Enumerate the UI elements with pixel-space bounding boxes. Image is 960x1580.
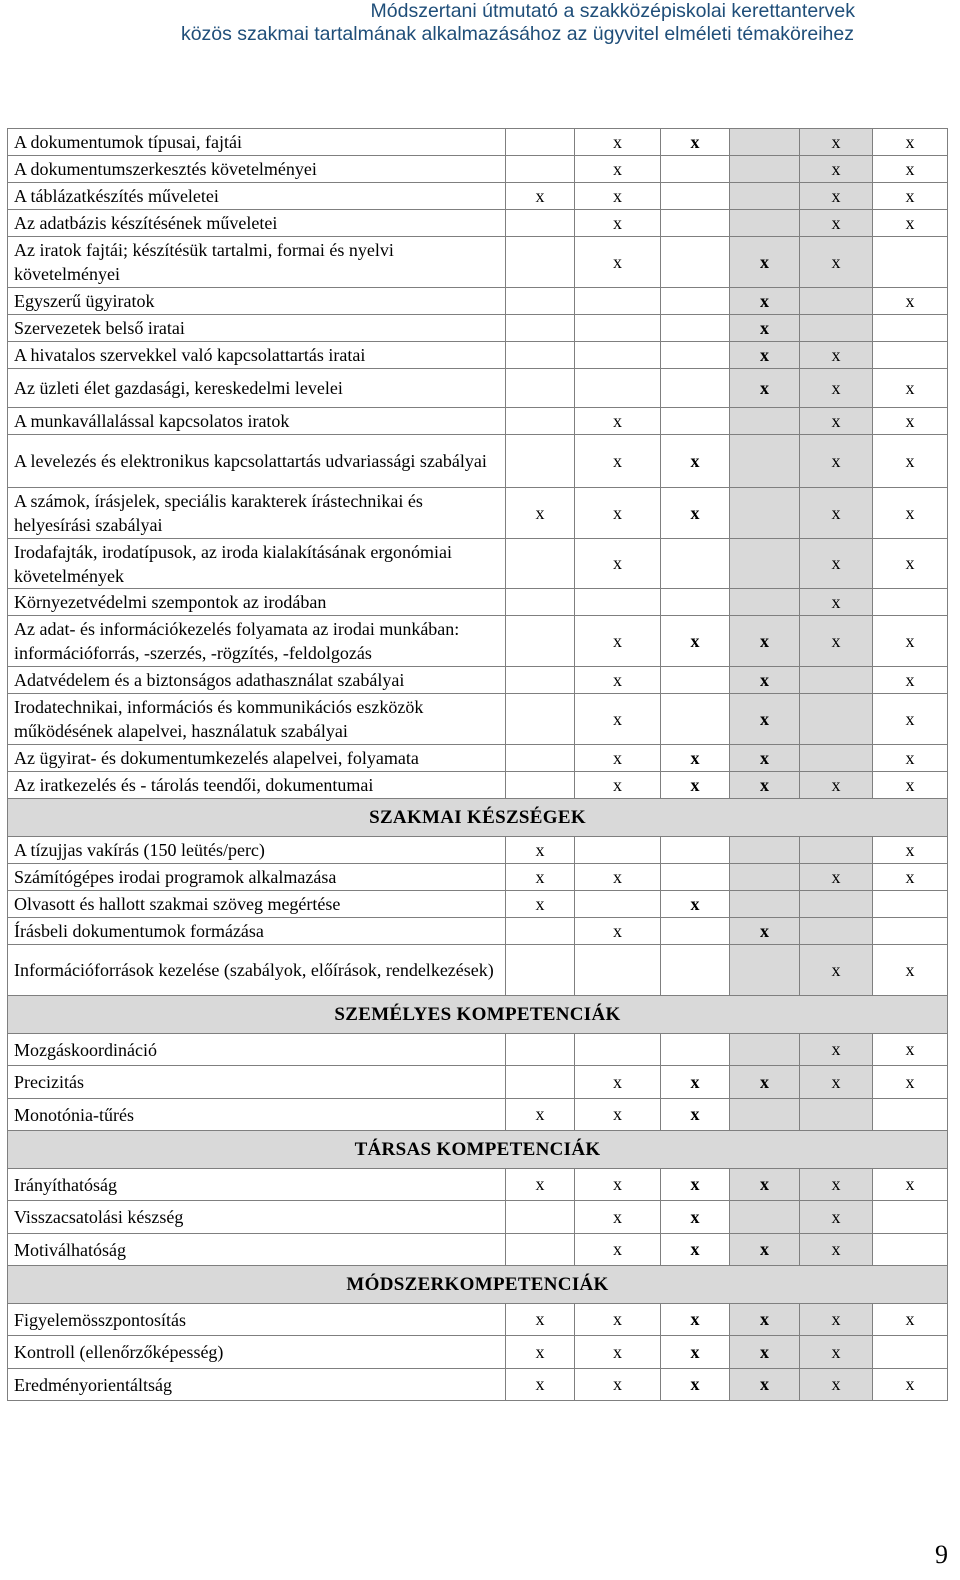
section-header-row [8,799,948,837]
row-label: A levelezés és elektronikus kapcsolattartás udvariassági szabályai [8,435,506,488]
mark-cell [800,891,873,918]
mark-cell [506,288,575,315]
row-label: Olvasott és hallott szakmai szöveg megértése [8,891,506,918]
table-row [8,156,948,183]
mark-cell [730,183,800,210]
mark-cell [506,315,575,342]
mark-cell: x [575,210,661,237]
mark-cell: x [506,864,575,891]
mark-cell: x [873,156,948,183]
mark-cell [661,183,730,210]
section-title: MÓDSZERKOMPETENCIÁK [8,1266,948,1304]
mark-cell [661,237,730,288]
mark-cell: x [575,864,661,891]
table-row [8,129,948,156]
mark-cell: x [873,408,948,435]
mark-cell [730,488,800,539]
row-label: A hivatalos szervekkel való kapcsolattartás iratai [8,342,506,369]
mark-cell [800,745,873,772]
table-row [8,210,948,237]
mark-cell: x [661,891,730,918]
mark-cell: x [575,435,661,488]
mark-cell: x [800,1304,873,1336]
mark-cell: x [661,1201,730,1234]
header-line-1: Módszertani útmutató a szakközépiskolai kerettantervek [370,0,855,22]
table-row [8,745,948,772]
table-row [8,772,948,799]
row-label: Monotónia-tűrés [8,1099,506,1131]
section-header-row [8,1131,948,1169]
competency-matrix-table [7,128,948,1401]
mark-cell: x [873,539,948,589]
mark-cell [800,315,873,342]
table-row [8,1034,948,1066]
mark-cell: x [800,945,873,996]
row-label: Irodatechnikai, információs és kommunikációs eszközök működésének alapelvei, használatuk szabályai [8,694,506,745]
table-row [8,667,948,694]
mark-cell [873,1201,948,1234]
table-row [8,616,948,667]
mark-cell [506,616,575,667]
mark-cell [661,918,730,945]
mark-cell [800,837,873,864]
mark-cell: x [730,1304,800,1336]
mark-cell [873,315,948,342]
mark-cell [730,891,800,918]
mark-cell: x [506,183,575,210]
mark-cell [661,864,730,891]
mark-cell: x [873,210,948,237]
mark-cell: x [800,616,873,667]
mark-cell: x [873,488,948,539]
row-label: A dokumentumok típusai, fajtái [8,129,506,156]
table-row [8,183,948,210]
mark-cell [575,891,661,918]
row-label: Adatvédelem és a biztonságos adathasználat szabályai [8,667,506,694]
mark-cell [506,129,575,156]
mark-cell: x [873,435,948,488]
mark-cell: x [661,1369,730,1401]
table-row [8,315,948,342]
table-row [8,694,948,745]
mark-cell: x [800,539,873,589]
mark-cell: x [575,616,661,667]
mark-cell [730,539,800,589]
mark-cell [873,918,948,945]
mark-cell [730,210,800,237]
mark-cell: x [730,369,800,408]
mark-cell: x [575,237,661,288]
mark-cell [575,1034,661,1066]
mark-cell [730,129,800,156]
row-label: A táblázatkészítés műveletei [8,183,506,210]
mark-cell: x [661,1234,730,1266]
mark-cell [661,156,730,183]
row-label: Precizitás [8,1066,506,1099]
mark-cell [506,945,575,996]
mark-cell [506,408,575,435]
mark-cell: x [873,1304,948,1336]
mark-cell: x [800,210,873,237]
mark-cell [730,408,800,435]
row-label: Az adatbázis készítésének műveletei [8,210,506,237]
mark-cell: x [506,1169,575,1201]
mark-cell: x [730,667,800,694]
row-label: Az iratkezelés és - tárolás teendői, dokumentumai [8,772,506,799]
mark-cell: x [873,1169,948,1201]
mark-cell [506,1201,575,1234]
section-title: SZEMÉLYES KOMPETENCIÁK [8,996,948,1034]
mark-cell [730,1201,800,1234]
mark-cell [873,237,948,288]
mark-cell: x [575,156,661,183]
mark-cell: x [575,1099,661,1131]
row-label: Írásbeli dokumentumok formázása [8,918,506,945]
mark-cell: x [575,488,661,539]
table-row [8,1099,948,1131]
mark-cell: x [873,369,948,408]
row-label: Az üzleti élet gazdasági, kereskedelmi levelei [8,369,506,408]
mark-cell [506,1234,575,1266]
mark-cell [873,342,948,369]
section-header-row [8,1266,948,1304]
mark-cell: x [800,129,873,156]
mark-cell [506,918,575,945]
mark-cell: x [873,183,948,210]
mark-cell [873,1099,948,1131]
mark-cell: x [730,745,800,772]
mark-cell [506,1066,575,1099]
mark-cell [800,667,873,694]
mark-cell [575,945,661,996]
mark-cell: x [730,288,800,315]
mark-cell [661,342,730,369]
mark-cell [506,772,575,799]
mark-cell [506,342,575,369]
mark-cell [506,210,575,237]
mark-cell [506,694,575,745]
mark-cell: x [800,1034,873,1066]
table-row [8,408,948,435]
header-line-2: közös szakmai tartalmának alkalmazásához az ügyvitel elméleti témaköreihez [180,23,854,45]
mark-cell: x [575,1369,661,1401]
mark-cell: x [800,1234,873,1266]
mark-cell: x [575,667,661,694]
mark-cell [661,1034,730,1066]
table-row [8,589,948,616]
mark-cell: x [575,1169,661,1201]
mark-cell [661,315,730,342]
table-row [8,288,948,315]
mark-cell [730,435,800,488]
mark-cell: x [800,772,873,799]
table-row [8,918,948,945]
mark-cell [575,369,661,408]
row-label: Motiválhatóság [8,1234,506,1266]
mark-cell: x [800,183,873,210]
table-row [8,369,948,408]
mark-cell: x [730,237,800,288]
mark-cell [661,408,730,435]
mark-cell: x [506,837,575,864]
mark-cell [506,589,575,616]
table-row [8,237,948,288]
mark-cell [873,891,948,918]
mark-cell: x [506,1369,575,1401]
mark-cell [506,539,575,589]
mark-cell: x [873,1369,948,1401]
mark-cell: x [800,408,873,435]
mark-cell [730,1099,800,1131]
table-row [8,891,948,918]
row-label: Eredményorientáltság [8,1369,506,1401]
mark-cell: x [506,488,575,539]
mark-cell: x [873,1066,948,1099]
section-title: SZAKMAI KÉSZSÉGEK [8,799,948,837]
mark-cell: x [873,694,948,745]
mark-cell [575,589,661,616]
mark-cell: x [661,616,730,667]
row-label: Az ügyirat- és dokumentumkezelés alapelvei, folyamata [8,745,506,772]
mark-cell: x [575,183,661,210]
row-label: Irányíthatóság [8,1169,506,1201]
mark-cell: x [730,1234,800,1266]
mark-cell [800,694,873,745]
mark-cell: x [873,837,948,864]
mark-cell [661,539,730,589]
row-label: A munkavállalással kapcsolatos iratok [8,408,506,435]
mark-cell [575,315,661,342]
mark-cell [661,694,730,745]
mark-cell [730,945,800,996]
row-label: Figyelemösszpontosítás [8,1304,506,1336]
table-row [8,1336,948,1369]
table-row [8,1304,948,1336]
mark-cell: x [661,772,730,799]
mark-cell: x [661,488,730,539]
row-label: Információforrások kezelése (szabályok, előírások, rendelkezések) [8,945,506,996]
mark-cell: x [575,1336,661,1369]
page-number: 9 [935,1540,948,1569]
mark-cell: x [800,435,873,488]
mark-cell: x [800,1169,873,1201]
mark-cell: x [730,342,800,369]
mark-cell [506,369,575,408]
mark-cell [575,288,661,315]
mark-cell: x [873,1034,948,1066]
mark-cell [661,667,730,694]
row-label: Az iratok fajtái; készítésük tartalmi, formai és nyelvi követelményei [8,237,506,288]
mark-cell [506,237,575,288]
row-label: Kontroll (ellenőrzőképesség) [8,1336,506,1369]
mark-cell: x [575,539,661,589]
mark-cell: x [506,1336,575,1369]
mark-cell: x [661,129,730,156]
mark-cell [575,837,661,864]
table-row [8,864,948,891]
mark-cell [800,918,873,945]
table-row [8,539,948,589]
table-row [8,1169,948,1201]
mark-cell: x [873,129,948,156]
mark-cell [506,435,575,488]
mark-cell [506,1034,575,1066]
mark-cell: x [800,488,873,539]
mark-cell: x [873,772,948,799]
mark-cell [661,589,730,616]
mark-cell: x [730,1169,800,1201]
row-label: Irodafajták, irodatípusok, az iroda kialakításának ergonómiai követelmények [8,539,506,589]
mark-cell [506,745,575,772]
row-label: Környezetvédelmi szempontok az irodában [8,589,506,616]
mark-cell: x [730,315,800,342]
mark-cell: x [800,156,873,183]
mark-cell: x [506,1099,575,1131]
mark-cell [873,1336,948,1369]
row-label: A dokumentumszerkesztés követelményei [8,156,506,183]
mark-cell [506,667,575,694]
row-label: Visszacsatolási készség [8,1201,506,1234]
mark-cell [730,837,800,864]
table-row [8,1234,948,1266]
table-row [8,837,948,864]
mark-cell: x [873,745,948,772]
mark-cell: x [575,129,661,156]
mark-cell: x [800,1066,873,1099]
table-row [8,1066,948,1099]
mark-cell: x [506,891,575,918]
mark-cell: x [575,1234,661,1266]
mark-cell: x [800,369,873,408]
table-row [8,435,948,488]
mark-cell: x [575,918,661,945]
mark-cell: x [575,408,661,435]
mark-cell: x [575,745,661,772]
mark-cell [661,210,730,237]
mark-cell: x [873,667,948,694]
mark-cell: x [661,1304,730,1336]
row-label: A számok, írásjelek, speciális karakterek írástechnikai és helyesírási szabályai [8,488,506,539]
mark-cell: x [730,918,800,945]
mark-cell: x [575,1201,661,1234]
row-label: Számítógépes irodai programok alkalmazása [8,864,506,891]
mark-cell: x [575,694,661,745]
mark-cell: x [730,772,800,799]
mark-cell [730,589,800,616]
mark-cell [730,156,800,183]
mark-cell: x [800,1369,873,1401]
table-row [8,1201,948,1234]
mark-cell: x [873,864,948,891]
mark-cell: x [800,1201,873,1234]
mark-cell [661,945,730,996]
running-header [0,0,960,46]
mark-cell: x [800,237,873,288]
mark-cell: x [506,1304,575,1336]
mark-cell [873,589,948,616]
mark-cell: x [661,745,730,772]
row-label: Az adat- és információkezelés folyamata az irodai munkában: információforrás, -szerzés, -rögzítés, -feldolgozás [8,616,506,667]
mark-cell: x [661,1169,730,1201]
table-row [8,1369,948,1401]
row-label: Egyszerű ügyiratok [8,288,506,315]
table-row [8,488,948,539]
mark-cell: x [661,1066,730,1099]
mark-cell: x [575,1066,661,1099]
mark-cell: x [873,945,948,996]
mark-cell: x [575,1304,661,1336]
mark-cell: x [661,1336,730,1369]
mark-cell [661,288,730,315]
mark-cell: x [730,1369,800,1401]
mark-cell: x [575,772,661,799]
mark-cell [730,1034,800,1066]
mark-cell: x [661,1099,730,1131]
mark-cell: x [800,589,873,616]
mark-cell: x [873,616,948,667]
mark-cell: x [730,694,800,745]
mark-cell: x [800,1336,873,1369]
table-row [8,342,948,369]
mark-cell [506,156,575,183]
table-body [8,129,948,1401]
mark-cell [730,864,800,891]
section-title: TÁRSAS KOMPETENCIÁK [8,1131,948,1169]
row-label: A tízujjas vakírás (150 leütés/perc) [8,837,506,864]
mark-cell [575,342,661,369]
mark-cell [800,288,873,315]
row-label: Szervezetek belső iratai [8,315,506,342]
mark-cell: x [730,1066,800,1099]
mark-cell: x [800,864,873,891]
mark-cell [800,1099,873,1131]
mark-cell [661,837,730,864]
section-header-row [8,996,948,1034]
mark-cell [661,369,730,408]
mark-cell: x [661,435,730,488]
mark-cell: x [800,342,873,369]
mark-cell: x [730,616,800,667]
row-label: Mozgáskoordináció [8,1034,506,1066]
mark-cell [873,1234,948,1266]
mark-cell: x [873,288,948,315]
table-row [8,945,948,996]
mark-cell: x [730,1336,800,1369]
